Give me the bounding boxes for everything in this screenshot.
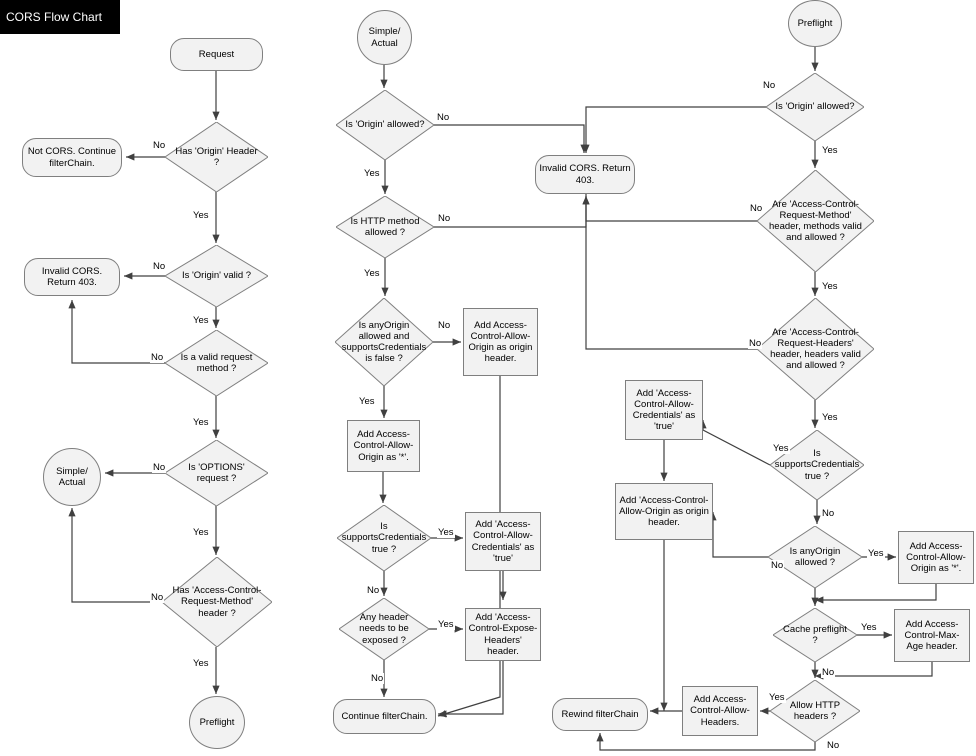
flow-node-r7[interactable] bbox=[615, 483, 713, 540]
flow-node-m6[interactable] bbox=[463, 308, 538, 376]
edge-label: No bbox=[153, 140, 166, 151]
flow-node-m4[interactable] bbox=[336, 196, 434, 258]
flow-node-label: Simple/ Actual bbox=[56, 465, 88, 488]
flow-node-m3[interactable] bbox=[535, 155, 635, 194]
edge-label: Yes bbox=[364, 168, 380, 179]
edge-label: Yes bbox=[359, 396, 375, 407]
flow-node-r12[interactable] bbox=[770, 680, 860, 742]
flow-node-label: Invalid CORS. Return 403. bbox=[539, 163, 631, 186]
flow-node-label: Cache preflight ? bbox=[783, 623, 847, 646]
edge-label: No bbox=[822, 508, 835, 519]
edge-label: Yes bbox=[364, 268, 380, 279]
edge-label: Yes bbox=[822, 281, 838, 292]
flow-node-label: Add Access-Control-Max-Age header. bbox=[904, 618, 960, 653]
page-title-label: CORS Flow Chart bbox=[6, 10, 103, 24]
flow-node-r2[interactable] bbox=[766, 73, 864, 141]
flow-node-label: Has 'Access-Control-Request-Method' header ? bbox=[172, 585, 262, 619]
flow-node-label: Is supportsCredentials true ? bbox=[341, 521, 427, 555]
edge-label: No bbox=[151, 352, 164, 363]
flow-node-label: Is supportsCredentials true ? bbox=[774, 448, 860, 482]
flow-node-label: Preflight bbox=[199, 716, 235, 728]
edge-label: Yes bbox=[438, 619, 454, 630]
flow-node-label: Is HTTP method allowed ? bbox=[350, 215, 420, 238]
flow-node-r8[interactable] bbox=[768, 526, 862, 588]
flow-node-label: Allow HTTP headers ? bbox=[789, 699, 841, 722]
flow-node-n1[interactable] bbox=[170, 38, 263, 71]
flow-node-m10[interactable] bbox=[339, 598, 429, 660]
edge-label: Yes bbox=[822, 145, 838, 156]
edge-label: No bbox=[153, 462, 166, 473]
edge-label: Yes bbox=[868, 548, 884, 559]
flow-node-label: Is 'Origin' allowed? bbox=[775, 101, 855, 113]
flow-node-label: Add Access-Control-Allow-Headers. bbox=[690, 694, 750, 728]
flow-node-label: Is 'Origin' allowed? bbox=[345, 119, 425, 131]
flow-node-r6[interactable] bbox=[625, 380, 703, 440]
edge-label: Yes bbox=[193, 527, 209, 538]
flow-node-label: Any header needs to be exposed ? bbox=[359, 612, 409, 646]
edge-label: No bbox=[750, 203, 763, 214]
edge-label: No bbox=[822, 667, 835, 678]
flow-node-label: Simple/ Actual bbox=[368, 26, 401, 49]
flow-node-label: Is 'Origin' valid ? bbox=[181, 270, 252, 282]
flow-node-label: Is a valid request method ? bbox=[180, 351, 253, 374]
edge-label: Yes bbox=[193, 210, 209, 221]
flow-node-label: Not CORS. Continue filterChain. bbox=[27, 146, 117, 169]
flow-node-label: Is 'OPTIONS' request ? bbox=[188, 461, 245, 484]
flow-node-label: Add 'Access-Control-Allow-Credentials' as 'true' bbox=[632, 387, 696, 433]
flow-node-r9[interactable] bbox=[898, 531, 974, 584]
flow-node-r5[interactable] bbox=[770, 430, 864, 500]
flow-node-label: Add 'Access-Control-Allow-Origin as origin header. bbox=[619, 494, 709, 529]
flow-node-label: Add Access-Control-Allow-Origin as '*'. bbox=[353, 429, 414, 463]
flow-node-n7[interactable] bbox=[165, 440, 268, 506]
flow-node-label: Rewind filterChain bbox=[561, 708, 639, 720]
edge-label: Yes bbox=[822, 412, 838, 423]
flow-node-n10[interactable] bbox=[189, 696, 245, 749]
flow-node-n6[interactable] bbox=[165, 330, 268, 396]
edge-label: Yes bbox=[438, 527, 454, 538]
edge-label: Yes bbox=[193, 417, 209, 428]
edge-label: Yes bbox=[193, 315, 209, 326]
flow-node-m9[interactable] bbox=[465, 512, 541, 571]
flow-node-label: Add 'Access-Control-Allow-Credentials' as 'true' bbox=[471, 519, 535, 564]
edge-label: No bbox=[438, 320, 451, 331]
flow-node-m11[interactable] bbox=[465, 608, 541, 661]
flow-node-label: Are 'Access-Control-Request-Headers' header, headers valid and allowed ? bbox=[770, 326, 861, 372]
flow-node-label: Preflight bbox=[797, 17, 833, 29]
edge-label: No bbox=[827, 740, 840, 751]
flow-node-n4[interactable] bbox=[165, 245, 268, 307]
edge-label: No bbox=[437, 112, 450, 123]
flow-node-r13[interactable] bbox=[682, 686, 758, 736]
flow-node-label: Are 'Access-Control-Request-Method' header, methods valid and allowed ? bbox=[769, 198, 862, 244]
flow-node-m1[interactable] bbox=[357, 10, 412, 65]
flow-node-m7[interactable] bbox=[347, 420, 420, 472]
flow-node-label: Is anyOrigin allowed and supportsCredentials is false ? bbox=[341, 319, 427, 365]
edge-label: No bbox=[151, 592, 164, 603]
flow-node-n2[interactable] bbox=[165, 122, 268, 192]
flow-node-r14[interactable] bbox=[552, 698, 648, 731]
edge-label: Yes bbox=[769, 692, 785, 703]
flow-node-r4[interactable] bbox=[757, 298, 874, 400]
flow-node-label: Continue filterChain. bbox=[341, 710, 428, 722]
edge-label: No bbox=[763, 80, 776, 91]
flow-node-label: Add 'Access-Control-Expose-Headers' header. bbox=[468, 612, 538, 657]
flow-node-n5[interactable] bbox=[24, 258, 120, 296]
flow-node-label: Add Access-Control-Allow-Origin as origin header. bbox=[468, 319, 533, 365]
flow-node-label: Invalid CORS. Return 403. bbox=[41, 265, 103, 288]
flow-node-label: Add Access-Control-Allow-Origin as '*'. bbox=[906, 540, 966, 575]
edge-label: Yes bbox=[773, 443, 789, 454]
flow-node-r10[interactable] bbox=[773, 608, 857, 662]
edge-label: No bbox=[438, 213, 451, 224]
flow-node-m2[interactable] bbox=[336, 90, 434, 160]
flow-node-r3[interactable] bbox=[757, 170, 874, 272]
edge-label: Yes bbox=[193, 658, 209, 669]
flow-node-label: Has 'Origin' Header ? bbox=[175, 145, 258, 168]
flow-node-n3[interactable] bbox=[22, 138, 122, 177]
flow-node-label: Request bbox=[198, 48, 235, 60]
edge-label: No bbox=[371, 673, 384, 684]
edge-label: No bbox=[749, 338, 762, 349]
edge-label: Yes bbox=[861, 622, 877, 633]
flow-node-label: Is anyOrigin allowed ? bbox=[789, 545, 841, 568]
edge-label: No bbox=[367, 585, 380, 596]
flow-node-r11[interactable] bbox=[894, 609, 970, 662]
flow-node-m8[interactable] bbox=[337, 505, 431, 571]
flow-node-r1[interactable] bbox=[788, 0, 842, 47]
page-title bbox=[0, 0, 120, 34]
edge-label: No bbox=[153, 261, 166, 272]
flow-node-n8[interactable] bbox=[43, 448, 101, 506]
flow-node-m12[interactable] bbox=[333, 699, 436, 734]
flow-node-m5[interactable] bbox=[335, 298, 433, 386]
flow-node-n9[interactable] bbox=[162, 557, 272, 647]
edge-label: No bbox=[771, 560, 784, 571]
